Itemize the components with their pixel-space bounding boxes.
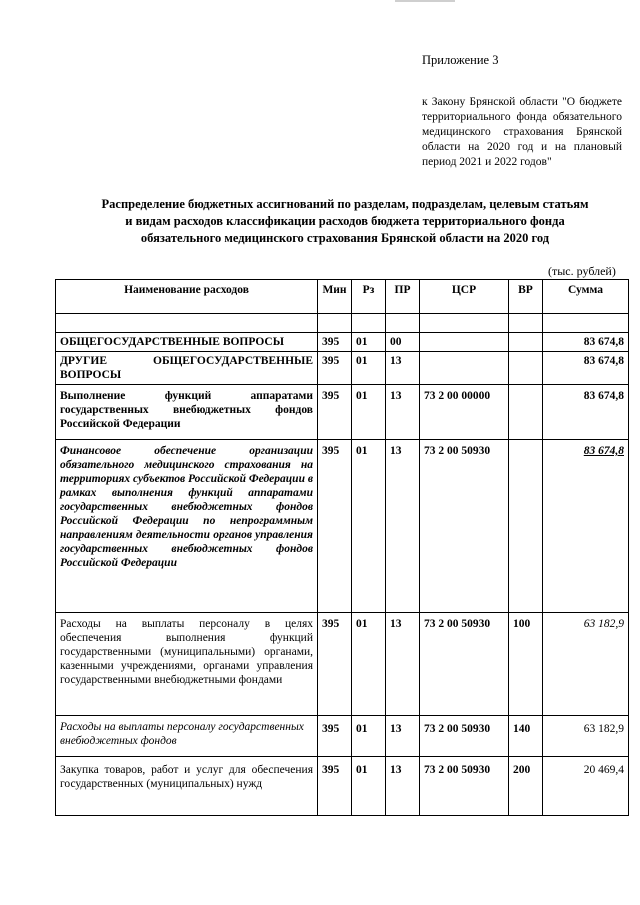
row-sum: 83 674,8: [543, 352, 629, 385]
header-csr: ЦСР: [420, 280, 509, 314]
row-rz: 01: [352, 757, 386, 816]
table-row: [56, 352, 629, 385]
row-pr: 13: [386, 613, 420, 716]
row-min: 395: [318, 716, 352, 757]
header-vr: ВР: [509, 280, 543, 314]
heading-line-2: и видам расходов классификации расходов бюджета территориального фонда: [125, 214, 565, 228]
row-csr: 73 2 00 50930: [420, 757, 509, 816]
table-header-row: [56, 280, 629, 314]
heading-line-1: Распределение бюджетных ассигнований по разделам, подразделам, целевым статьям: [101, 197, 589, 211]
row-min: 395: [318, 352, 352, 385]
row-pr: 00: [386, 333, 420, 352]
row-name: Расходы на выплаты персоналу в целях обеспечения выполнения функций государственными (муниципальными) органами, казенными учреждениями, органами управления государственными внебюджетными фондами: [56, 613, 318, 716]
units-label: (тыс. рублей): [548, 264, 616, 278]
spacer-cell: [318, 314, 352, 333]
row-rz: 01: [352, 440, 386, 613]
row-pr: 13: [386, 440, 420, 613]
row-name: ДРУГИЕ ОБЩЕГОСУДАРСТВЕННЫЕ ВОПРОСЫ: [56, 352, 318, 385]
heading-line-3: обязательного медицинского страхования Брянской области на 2020 год: [140, 231, 550, 245]
row-csr: 73 2 00 00000: [420, 385, 509, 440]
row-name: Закупка товаров, работ и услуг для обеспечения государственных (муниципальных) нужд: [56, 757, 318, 816]
appendix-title: Приложение 3: [422, 53, 499, 67]
budget-table: [55, 279, 629, 816]
spacer-cell: [420, 314, 509, 333]
row-min: 395: [318, 440, 352, 613]
header-rz: Рз: [352, 280, 386, 314]
row-vr: 100: [509, 613, 543, 716]
row-sum: 20 469,4: [543, 757, 629, 816]
row-sum-value: 83 674,8: [583, 445, 624, 457]
row-min: 395: [318, 757, 352, 816]
row-vr: 140: [509, 716, 543, 757]
row-vr: [509, 440, 543, 613]
row-min: 395: [318, 333, 352, 352]
row-name: Финансовое обеспечение организации обязательного медицинского страхования на территориях субъектов Российской Федерации в рамках выполнения функций аппаратами государственных внебюджетных фондов Российской Федерации по непрограммным направлениям деятельности органов управления государственных внебюджетных фондов Российской Федерации: [56, 440, 318, 613]
spacer-cell: [543, 314, 629, 333]
row-name: ОБЩЕГОСУДАРСТВЕННЫЕ ВОПРОСЫ: [56, 333, 318, 352]
row-sum: [543, 440, 629, 613]
row-csr: [420, 333, 509, 352]
row-vr: [509, 333, 543, 352]
row-csr: 73 2 00 50930: [420, 716, 509, 757]
row-vr: [509, 385, 543, 440]
table-row: [56, 716, 629, 757]
table-row: [56, 757, 629, 816]
row-min: 395: [318, 385, 352, 440]
header-pr: ПР: [386, 280, 420, 314]
scan-edge-mark: [395, 0, 455, 2]
header-sum: Сумма: [543, 280, 629, 314]
row-rz: 01: [352, 385, 386, 440]
row-rz: 01: [352, 352, 386, 385]
header-min: Мин: [318, 280, 352, 314]
row-pr: 13: [386, 716, 420, 757]
row-vr: 200: [509, 757, 543, 816]
table-row: [56, 613, 629, 716]
row-rz: 01: [352, 613, 386, 716]
table-row: [56, 385, 629, 440]
row-csr: 73 2 00 50930: [420, 440, 509, 613]
row-sum: 83 674,8: [543, 333, 629, 352]
row-csr: 73 2 00 50930: [420, 613, 509, 716]
spacer-cell: [509, 314, 543, 333]
appendix-text: к Закону Брянской области "О бюджете территориального фонда обязательного медицинского страхования Брянской области на 2020 год и на плановый период 2021 и 2022 годов": [422, 96, 622, 168]
row-rz: 01: [352, 333, 386, 352]
table-spacer-row: [56, 314, 629, 333]
row-sum: 83 674,8: [543, 385, 629, 440]
spacer-cell: [352, 314, 386, 333]
row-name: Выполнение функций аппаратами государственных внебюджетных фондов Российской Федерации: [56, 385, 318, 440]
table-row: [56, 333, 629, 352]
header-name: Наименование расходов: [56, 280, 318, 314]
row-pr: 13: [386, 385, 420, 440]
document-heading: [50, 196, 640, 247]
row-vr: [509, 352, 543, 385]
row-pr: 13: [386, 757, 420, 816]
row-pr: 13: [386, 352, 420, 385]
row-name: Расходы на выплаты персоналу государственных внебюджетных фондов: [56, 716, 318, 757]
table-row: [56, 440, 629, 613]
row-min: 395: [318, 613, 352, 716]
row-csr: [420, 352, 509, 385]
spacer-cell: [56, 314, 318, 333]
row-rz: 01: [352, 716, 386, 757]
row-sum: 63 182,9: [543, 716, 629, 757]
spacer-cell: [386, 314, 420, 333]
row-sum: 63 182,9: [543, 613, 629, 716]
